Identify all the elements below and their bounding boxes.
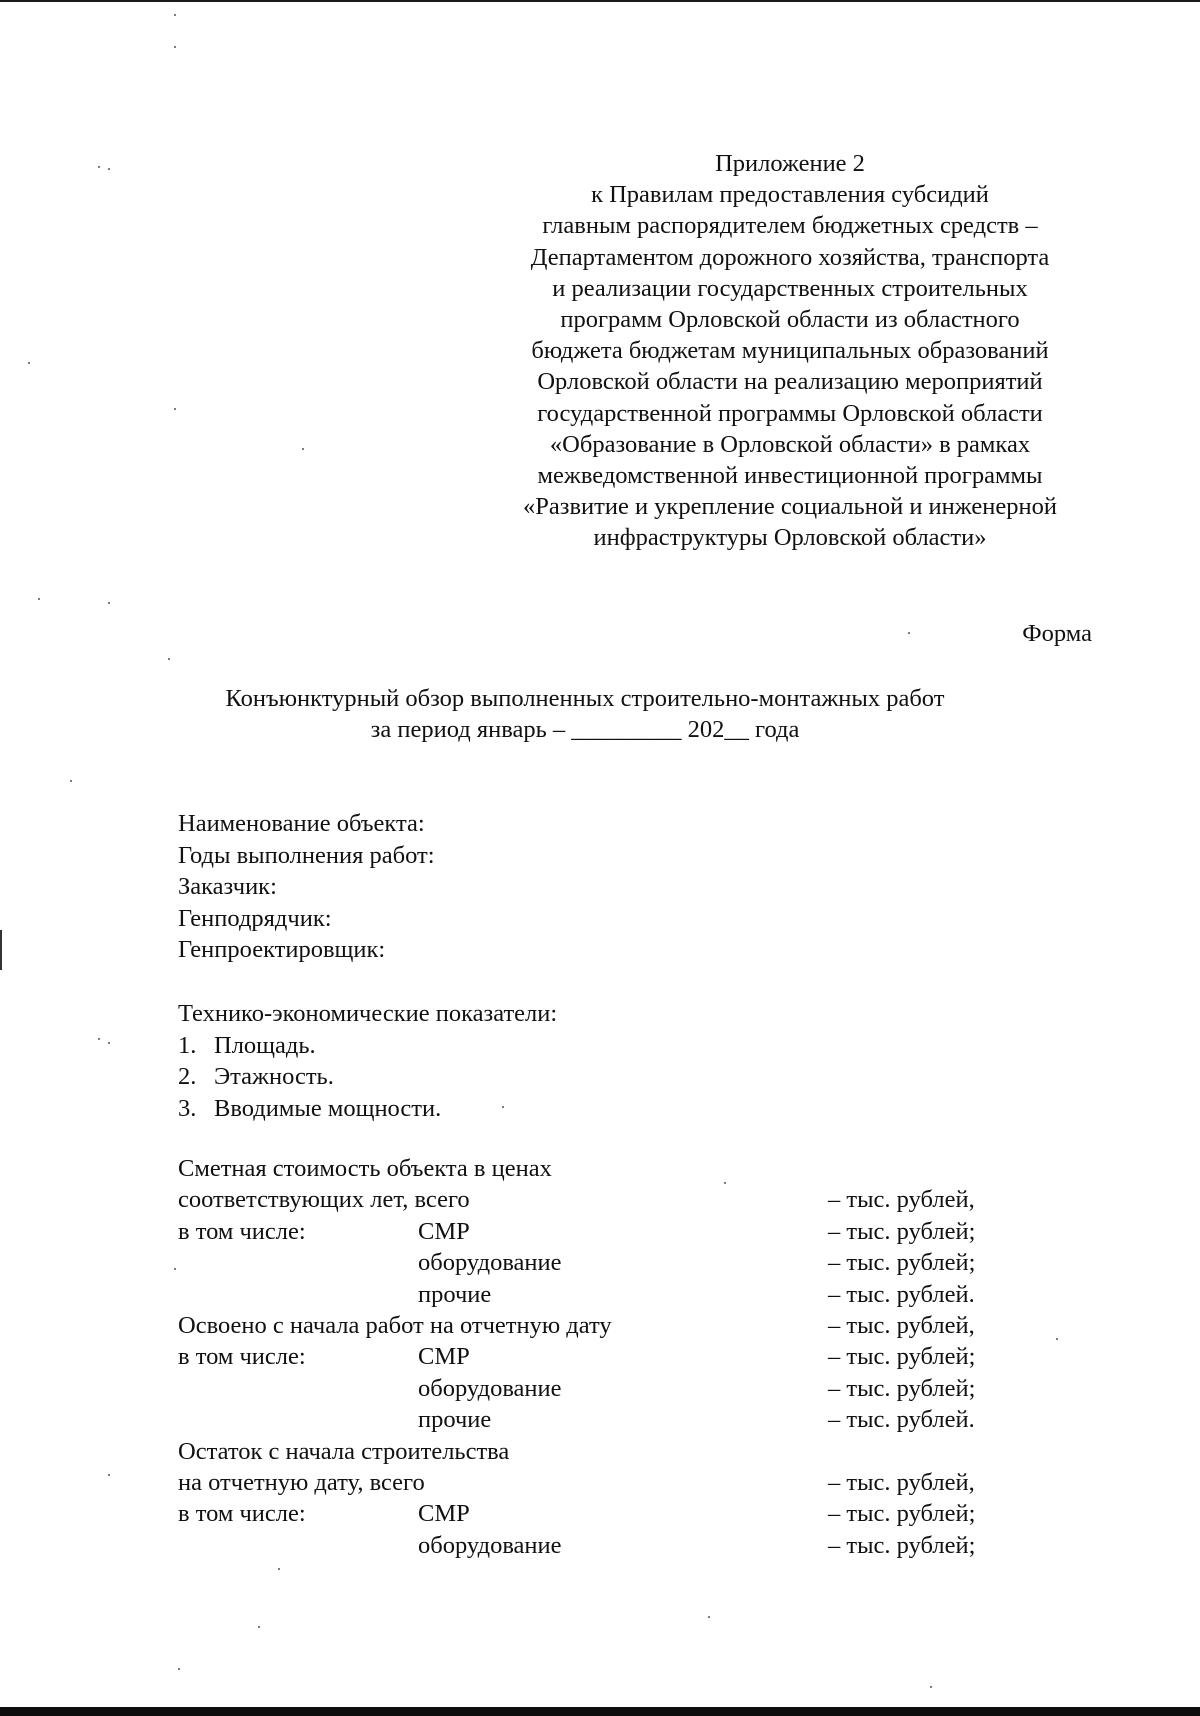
scan-speck xyxy=(28,362,30,364)
scan-edge-bottom xyxy=(0,1707,1200,1716)
cost-row-subitem: СМР xyxy=(418,1217,470,1245)
cost-row-unit: – тыс. рублей. xyxy=(828,1406,975,1434)
scan-speck xyxy=(108,1042,110,1044)
cost-row-unit: – тыс. рублей, xyxy=(828,1186,975,1214)
scan-speck xyxy=(908,632,910,634)
indicator-item xyxy=(178,1030,557,1062)
cost-row-unit: – тыс. рублей; xyxy=(828,1374,976,1402)
object-field-label: Годы выполнения работ: xyxy=(178,841,435,869)
cost-row xyxy=(176,1247,1106,1278)
scan-speck xyxy=(168,658,170,660)
scan-speck xyxy=(98,1038,100,1040)
scan-speck xyxy=(38,598,40,600)
indicators-list xyxy=(178,1030,557,1125)
indicator-text: Этажность. xyxy=(214,1063,334,1090)
appendix-line: государственной программы Орловской области xyxy=(537,399,1043,427)
appendix-line: главным распорядителем бюджетных средств – xyxy=(542,212,1038,240)
cost-row xyxy=(176,1436,1106,1467)
cost-row xyxy=(176,1184,1106,1215)
appendix-line: Орловской области на реализацию мероприятий xyxy=(537,368,1043,396)
indicator-number: 3. xyxy=(178,1094,197,1122)
cost-row-label: в том числе: xyxy=(178,1500,306,1528)
cost-row-subitem: прочие xyxy=(418,1406,492,1434)
indicators-section xyxy=(178,998,557,1124)
scan-edge-left xyxy=(0,930,2,970)
cost-row-label: Освоено с начала работ на отчетную дату xyxy=(178,1311,612,1339)
title-line-2: за период январь – _________ 202__ года xyxy=(370,716,800,743)
object-field-label: Наименование объекта: xyxy=(178,810,425,837)
cost-row-subitem: СМР xyxy=(418,1343,470,1371)
cost-row-subitem: СМР xyxy=(418,1500,470,1528)
cost-row xyxy=(176,1404,1106,1435)
cost-row-unit: – тыс. рублей; xyxy=(828,1217,976,1245)
cost-row-label: в том числе: xyxy=(178,1217,306,1245)
indicator-text: Площадь. xyxy=(214,1031,316,1059)
appendix-line: к Правилам предоставления субсидий xyxy=(591,181,989,209)
cost-row xyxy=(176,1530,1106,1561)
indicator-item xyxy=(178,1093,557,1125)
indicator-number: 1. xyxy=(178,1031,197,1059)
scan-speck xyxy=(108,1474,110,1476)
cost-row-label: на отчетную дату, всего xyxy=(178,1468,425,1496)
cost-row-label: в том числе: xyxy=(178,1343,306,1371)
scan-speck xyxy=(708,1616,710,1618)
document-title xyxy=(150,683,1020,745)
scan-speck xyxy=(98,166,100,168)
appendix-line: программ Орловской области из областного xyxy=(560,306,1020,334)
object-fields xyxy=(178,808,435,966)
appendix-header xyxy=(470,148,1110,554)
cost-row-unit: – тыс. рублей; xyxy=(828,1343,976,1371)
scan-speck xyxy=(278,1568,280,1570)
form-label: Форма xyxy=(1022,620,1092,647)
cost-row xyxy=(176,1310,1106,1341)
cost-row-label: Сметная стоимость объекта в ценах xyxy=(178,1155,552,1182)
appendix-line: Приложение 2 xyxy=(715,150,865,177)
scan-edge-top xyxy=(0,0,1200,2)
appendix-line: и реализации государственных строительных xyxy=(552,274,1028,302)
cost-table xyxy=(176,1153,1106,1561)
cost-row-unit: – тыс. рублей; xyxy=(828,1531,976,1559)
scan-speck xyxy=(302,448,304,450)
scan-speck xyxy=(178,1668,180,1670)
scan-speck xyxy=(174,46,176,48)
title-line-1: Конъюнктурный обзор выполненных строительно-монтажных работ xyxy=(225,685,945,712)
cost-row xyxy=(176,1216,1106,1247)
scan-speck xyxy=(108,168,110,170)
indicator-item xyxy=(178,1061,557,1093)
cost-row-subitem: прочие xyxy=(418,1280,492,1308)
cost-row xyxy=(176,1279,1106,1310)
cost-row-unit: – тыс. рублей; xyxy=(828,1249,976,1277)
indicators-heading: Технико-экономические показатели: xyxy=(178,1000,558,1027)
cost-row xyxy=(176,1153,1106,1184)
appendix-line: бюджета бюджетам муниципальных образований xyxy=(531,337,1049,365)
cost-row-subitem: оборудование xyxy=(418,1531,562,1559)
object-field-label: Заказчик: xyxy=(178,873,277,900)
indicator-number: 2. xyxy=(178,1063,197,1090)
appendix-line: межведомственной инвестиционной программы xyxy=(537,462,1043,490)
appendix-line: «Образование в Орловской области» в рамках xyxy=(549,430,1031,458)
object-field-label: Генподрядчик: xyxy=(178,904,332,932)
appendix-line: «Развитие и укрепление социальной и инженерной xyxy=(523,493,1057,521)
cost-row xyxy=(176,1373,1106,1404)
scan-speck xyxy=(930,1686,932,1688)
cost-row-unit: – тыс. рублей, xyxy=(828,1468,975,1496)
cost-row-subitem: оборудование xyxy=(418,1249,562,1277)
cost-row-subitem: оборудование xyxy=(418,1374,562,1402)
cost-row xyxy=(176,1341,1106,1372)
appendix-line: инфраструктуры Орловской области» xyxy=(593,524,987,552)
cost-row-label: соответствующих лет, всего xyxy=(178,1186,470,1214)
scan-speck xyxy=(108,602,110,604)
cost-row-unit: – тыс. рублей; xyxy=(828,1500,976,1528)
cost-row-unit: – тыс. рублей, xyxy=(828,1311,975,1339)
cost-row xyxy=(176,1498,1106,1529)
cost-row-label: Остаток с начала строительства xyxy=(178,1437,510,1465)
cost-row xyxy=(176,1467,1106,1498)
scan-speck xyxy=(70,780,72,782)
scan-speck xyxy=(258,1626,260,1628)
scan-speck xyxy=(174,408,176,410)
appendix-line: Департаментом дорожного хозяйства, транспорта xyxy=(530,243,1050,271)
indicator-text: Вводимые мощности. xyxy=(214,1094,442,1122)
cost-row-unit: – тыс. рублей. xyxy=(828,1280,975,1308)
scan-speck xyxy=(174,14,176,16)
object-field-label: Генпроектировщик: xyxy=(178,936,386,963)
